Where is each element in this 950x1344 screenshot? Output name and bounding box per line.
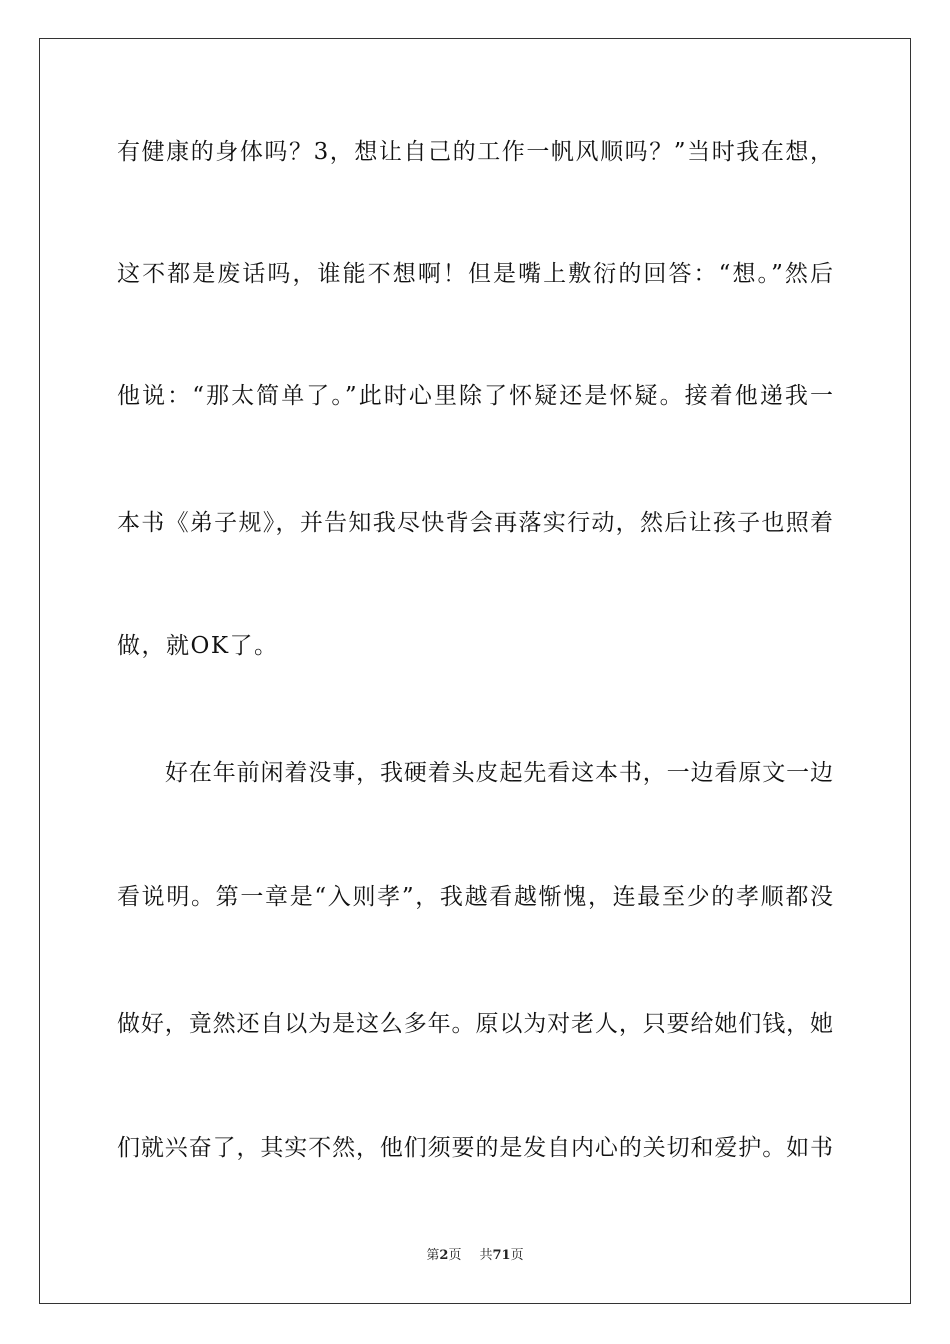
- page-suffix: 页: [448, 1248, 462, 1263]
- text-line: 好在年前闲着没事，我硬着头皮起先看这本书，一边看原文一边: [165, 760, 833, 786]
- text-line: 做，就OK了。: [117, 633, 279, 659]
- text-line: 这不都是废话吗，谁能不想啊！但是嘴上敷衍的回答：“想。”然后: [117, 261, 833, 287]
- total-suffix: 页: [510, 1248, 524, 1263]
- page-prefix: 第: [426, 1248, 440, 1263]
- text-line: 本书《弟子规》，并告知我尽快背会再落实行动，然后让孩子也照着: [117, 510, 833, 536]
- total-prefix: 共: [479, 1248, 493, 1263]
- total-pages: 71: [492, 1248, 511, 1263]
- text-line: 有健康的身体吗？3，想让自己的工作一帆风顺吗？”当时我在想，: [117, 139, 833, 165]
- text-line: 做好，竟然还自以为是这么多年。原以为对老人，只要给她们钱，她: [117, 1011, 833, 1037]
- text-line: 看说明。第一章是“入则孝”，我越看越惭愧，连最至少的孝顺都没: [117, 884, 833, 910]
- text-line: 他说：“那太简单了。”此时心里除了怀疑还是怀疑。接着他递我一: [117, 383, 833, 409]
- text-line: 们就兴奋了，其实不然，他们须要的是发自内心的关切和爱护。如书: [117, 1135, 833, 1161]
- page-footer: [0, 1247, 950, 1265]
- page-frame: [39, 38, 911, 1304]
- page-number: 2: [439, 1248, 449, 1263]
